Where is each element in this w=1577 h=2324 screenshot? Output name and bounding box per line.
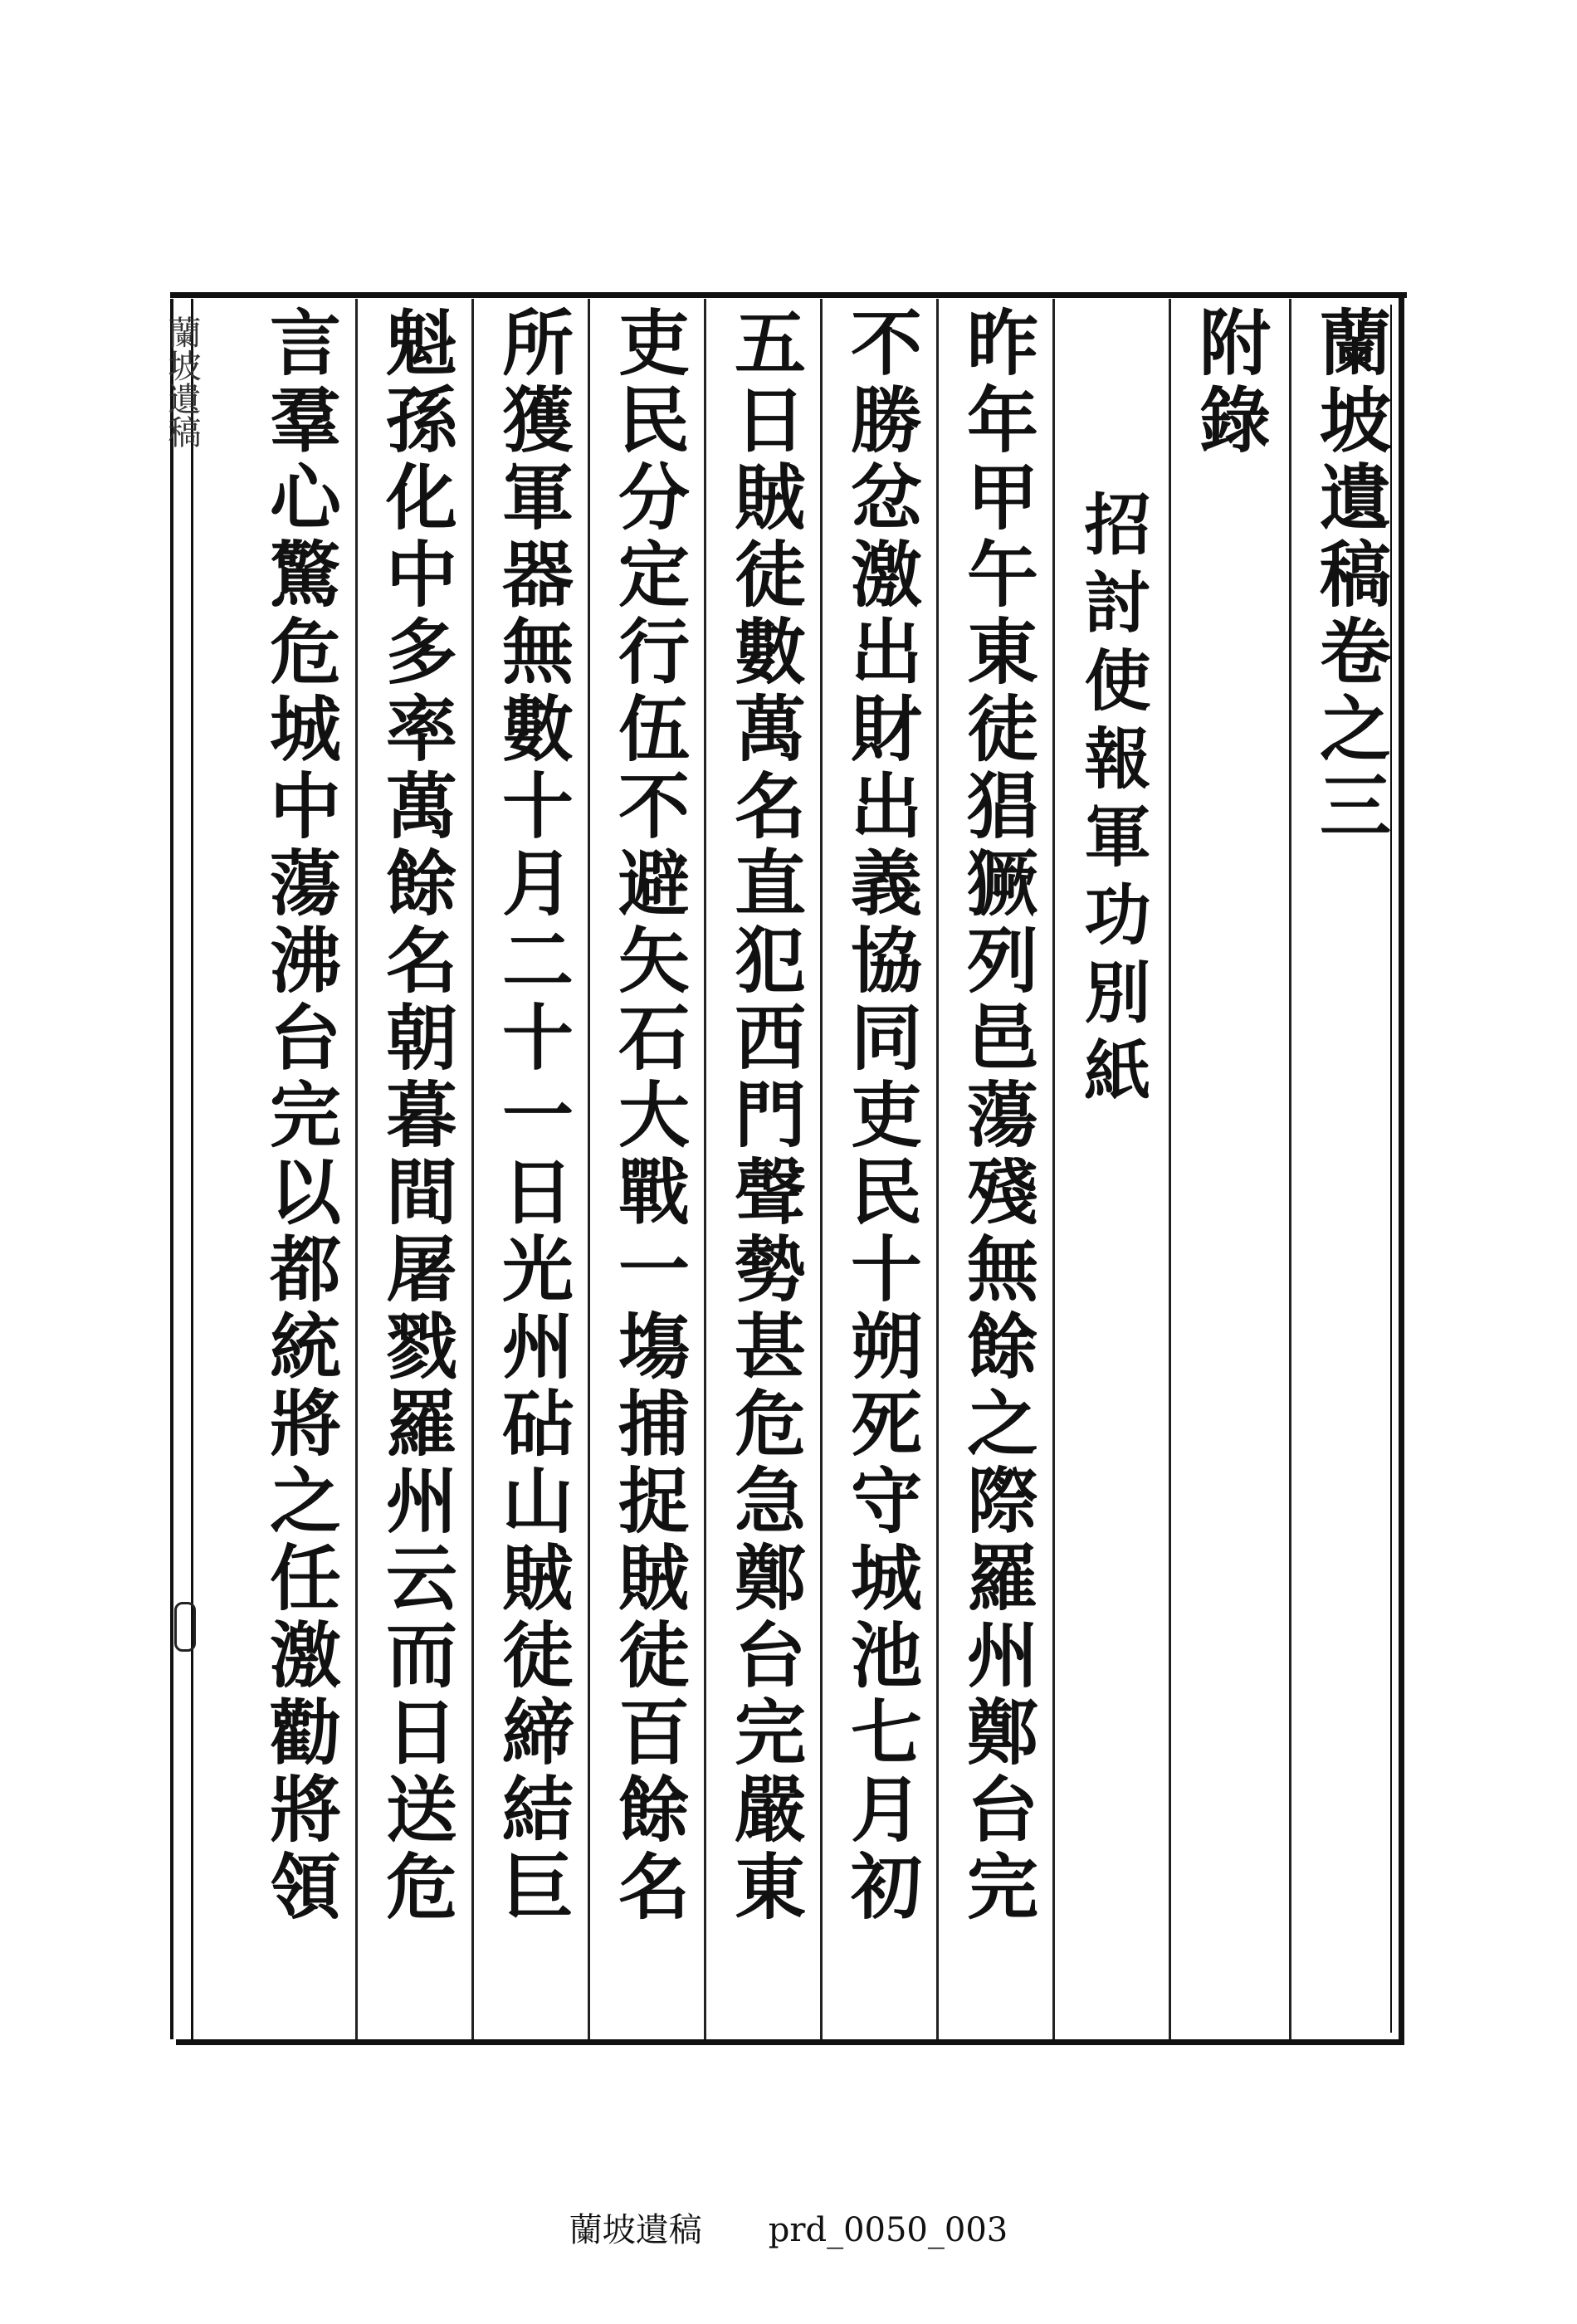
- column-rule: [1169, 299, 1171, 2039]
- footer-page-id: prd_0050_003: [768, 2211, 1008, 2249]
- book-title: 蘭坡遺稿卷之三: [1307, 305, 1391, 846]
- column-rule: [704, 299, 706, 2039]
- column-rule: [355, 299, 358, 2039]
- text-column: 五日賊徒數萬名直犯西門聲勢甚危急鄭台完嚴東: [722, 305, 806, 1926]
- text-column: 吏民分定行伍不避矢石大戰一塲捕捉賊徒百餘名: [606, 305, 690, 1926]
- column-rule: [471, 299, 474, 2039]
- frame-bottom-line: [176, 2039, 1404, 2045]
- column-rule: [936, 299, 939, 2039]
- footer-book-title: 蘭坡遺稿: [569, 2211, 702, 2249]
- column-rule: [1289, 299, 1291, 2039]
- text-column: 魁孫化中多率萬餘名朝暮間屠戮羅州云而日送危: [374, 305, 457, 1926]
- section-heading: 附錄: [1187, 305, 1271, 460]
- margin-page-mark: [174, 1602, 196, 1652]
- footer-caption: [0, 2204, 1577, 2251]
- column-rule: [820, 299, 823, 2039]
- document-subtitle: 招討使報軍功別紙: [1073, 490, 1151, 1114]
- column-rule: [588, 299, 590, 2039]
- text-column: 昨年甲午東徒猖獗列邑蕩殘無餘之際羅州鄭台完: [954, 305, 1038, 1926]
- text-column: 所獲軍器無數十月二十一日光州砧山賊徒締結巨: [490, 305, 574, 1926]
- text-column: 不勝忿激出財出義協同吏民十朔死守城池七月初: [838, 305, 922, 1926]
- text-column: 言羣心驚危城中蕩沸台完以都統將之任激勸將領: [257, 305, 341, 1926]
- margin-label: 蘭坡遺稿: [163, 315, 201, 448]
- column-rule: [1052, 299, 1055, 2039]
